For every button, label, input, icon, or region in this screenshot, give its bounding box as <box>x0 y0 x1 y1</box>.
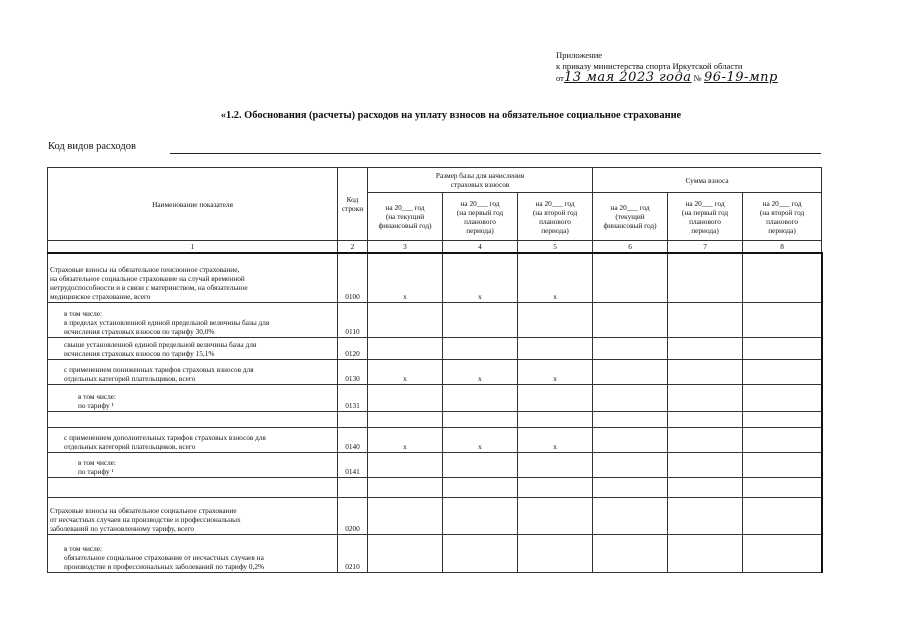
table-row <box>48 337 822 359</box>
row-value-col3: x <box>368 359 443 384</box>
row-value-col8 <box>743 359 822 384</box>
row-value-col8 <box>743 302 822 337</box>
row-value-col8 <box>743 411 822 427</box>
row-value-col3 <box>368 477 443 497</box>
column-number: 8 <box>743 241 822 254</box>
row-value-col8 <box>743 534 822 572</box>
header-sum-group: Сумма взноса <box>593 168 822 193</box>
row-code <box>338 411 368 427</box>
page-title: «1.2. Обоснования (расчеты) расходов на уплату взносов на обязательное социальное страхование <box>220 110 682 121</box>
handwritten-date: 13 мая 2023 года <box>563 70 692 85</box>
row-value-col6 <box>593 337 668 359</box>
row-code: 0141 <box>338 452 368 477</box>
row-value-col4 <box>443 477 518 497</box>
header-base-group: Размер базы для начисления страховых взносов <box>368 168 593 193</box>
row-value-col4 <box>443 337 518 359</box>
table-row <box>48 427 822 452</box>
column-number: 2 <box>338 241 368 254</box>
header-col5: на 20___ год (на второй год планового периода) <box>518 193 593 241</box>
header-col4: на 20___ год (на первый год планового периода) <box>443 193 518 241</box>
row-value-col4: x <box>443 427 518 452</box>
header-code: Код строки <box>338 168 368 241</box>
row-value-col7 <box>668 302 743 337</box>
row-value-col7 <box>668 427 743 452</box>
row-value-col5 <box>518 497 593 534</box>
row-value-col6 <box>593 452 668 477</box>
table-row <box>48 534 822 572</box>
row-value-col4 <box>443 534 518 572</box>
row-name: в том числе: по тарифу ¹ <box>48 384 338 411</box>
row-value-col6 <box>593 534 668 572</box>
row-value-col8 <box>743 477 822 497</box>
row-value-col4 <box>443 452 518 477</box>
row-value-col8 <box>743 337 822 359</box>
row-value-col3: x <box>368 253 443 302</box>
annex-block <box>556 50 778 84</box>
column-number: 6 <box>593 241 668 254</box>
code-fill-line <box>170 153 821 154</box>
row-name: в том числе: по тарифу ¹ <box>48 452 338 477</box>
header-name: Наименование показателя <box>48 168 338 241</box>
row-code: 0110 <box>338 302 368 337</box>
row-value-col5 <box>518 302 593 337</box>
annex-number-label: № <box>693 73 702 83</box>
row-value-col3 <box>368 452 443 477</box>
table-row <box>48 411 822 427</box>
table-row <box>48 477 822 497</box>
row-name: в том числе: в пределах установленной единой предельной величины базы для исчисления страховых взносов по тарифу 30,0% <box>48 302 338 337</box>
row-code: 0120 <box>338 337 368 359</box>
calculation-table <box>47 167 823 573</box>
row-value-col5: x <box>518 253 593 302</box>
table-header <box>48 168 822 254</box>
header-col7: на 20___ год (на первый год планового периода) <box>668 193 743 241</box>
row-name: с применением дополнительных тарифов страховых взносов для отдельных категорий плательщиков, всего <box>48 427 338 452</box>
row-code: 0140 <box>338 427 368 452</box>
row-code <box>338 477 368 497</box>
table-row <box>48 359 822 384</box>
row-value-col5 <box>518 384 593 411</box>
row-value-col3 <box>368 497 443 534</box>
row-code: 0130 <box>338 359 368 384</box>
row-value-col3 <box>368 384 443 411</box>
row-value-col4 <box>443 302 518 337</box>
column-number: 1 <box>48 241 338 254</box>
row-value-col8 <box>743 452 822 477</box>
annex-from: от <box>556 73 564 83</box>
row-value-col8 <box>743 427 822 452</box>
row-value-col6 <box>593 384 668 411</box>
row-value-col8 <box>743 384 822 411</box>
table-row <box>48 497 822 534</box>
table-body <box>48 253 822 572</box>
row-value-col7 <box>668 411 743 427</box>
column-number: 4 <box>443 241 518 254</box>
row-value-col3: x <box>368 427 443 452</box>
row-value-col7 <box>668 337 743 359</box>
row-value-col7 <box>668 384 743 411</box>
row-value-col5 <box>518 452 593 477</box>
row-value-col6 <box>593 477 668 497</box>
row-code: 0100 <box>338 253 368 302</box>
row-name <box>48 411 338 427</box>
row-value-col3 <box>368 411 443 427</box>
row-value-col7 <box>668 477 743 497</box>
row-name: с применением пониженных тарифов страховых взносов для отдельных категорий плательщиков, всего <box>48 359 338 384</box>
row-value-col5 <box>518 534 593 572</box>
row-value-col5: x <box>518 427 593 452</box>
row-value-col4 <box>443 411 518 427</box>
column-number: 7 <box>668 241 743 254</box>
row-value-col4 <box>443 497 518 534</box>
row-value-col8 <box>743 497 822 534</box>
row-value-col5: x <box>518 359 593 384</box>
column-number: 5 <box>518 241 593 254</box>
row-name: в том числе: обязательное социальное страхование от несчастных случаев на производстве и профессиональных заболеваний по тарифу 0,2% <box>48 534 338 572</box>
row-value-col7 <box>668 452 743 477</box>
row-value-col8 <box>743 253 822 302</box>
row-value-col5 <box>518 411 593 427</box>
row-name: Страховые взносы на обязательное пенсионное страхование, на обязательное социальное страхование на случай временной нетрудоспособности и в связи с материнством, на обязательное медицинское страхование, всего <box>48 253 338 302</box>
header-col6: на 20___ год (текущий финансовый год) <box>593 193 668 241</box>
row-name: свыше установленной единой предельной величины базы для исчисления страховых взносов по тарифу 15,1% <box>48 337 338 359</box>
row-value-col7 <box>668 253 743 302</box>
row-value-col6 <box>593 359 668 384</box>
row-value-col3 <box>368 534 443 572</box>
annex-line2: к приказу министерства спорта Иркутской области <box>556 61 743 71</box>
row-value-col4: x <box>443 253 518 302</box>
annex-date-line <box>556 72 778 84</box>
row-value-col7 <box>668 497 743 534</box>
column-number: 3 <box>368 241 443 254</box>
row-code: 0210 <box>338 534 368 572</box>
row-value-col6 <box>593 427 668 452</box>
code-label: Код видов расходов <box>48 141 136 152</box>
row-value-col6 <box>593 302 668 337</box>
table-row <box>48 384 822 411</box>
row-value-col7 <box>668 359 743 384</box>
row-value-col3 <box>368 302 443 337</box>
row-value-col4: x <box>443 359 518 384</box>
row-value-col3 <box>368 337 443 359</box>
row-value-col6 <box>593 411 668 427</box>
row-name: Страховые взносы на обязательное социальное страхование от несчастных случаев на производстве и профессиональных заболеваний по установленному тарифу, всего <box>48 497 338 534</box>
row-value-col6 <box>593 253 668 302</box>
row-value-col7 <box>668 534 743 572</box>
column-numbers-row <box>48 241 822 254</box>
row-value-col6 <box>593 497 668 534</box>
table-row <box>48 452 822 477</box>
row-name <box>48 477 338 497</box>
handwritten-number: 96-19-мпр <box>704 70 778 85</box>
annex-line1: Приложение <box>556 50 603 60</box>
table-row <box>48 253 822 302</box>
row-value-col4 <box>443 384 518 411</box>
header-col3: на 20___ год (на текущий финансовый год) <box>368 193 443 241</box>
row-value-col5 <box>518 337 593 359</box>
table-row <box>48 302 822 337</box>
header-col8: на 20___ год (на второй год планового периода) <box>743 193 822 241</box>
row-code: 0200 <box>338 497 368 534</box>
row-code: 0131 <box>338 384 368 411</box>
row-value-col5 <box>518 477 593 497</box>
